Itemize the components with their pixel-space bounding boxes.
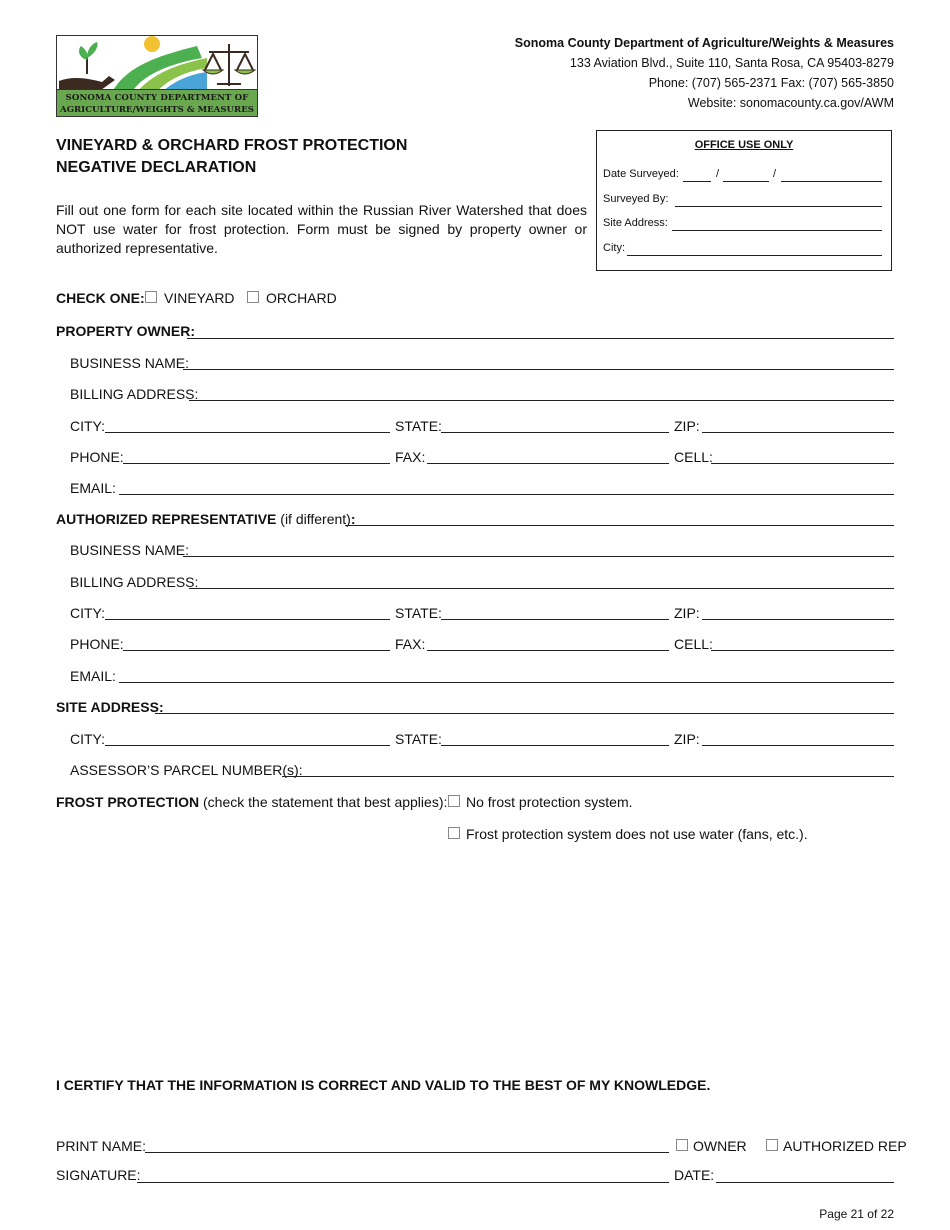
rep-city-label: CITY:: [70, 605, 106, 621]
rep-state-field[interactable]: [441, 619, 669, 620]
no-water-frost-system-checkbox[interactable]: [448, 827, 460, 839]
print-name-field[interactable]: [145, 1152, 669, 1153]
owner-email-field[interactable]: [119, 494, 894, 495]
form-title-line1: VINEYARD & ORCHARD FROST PROTECTION: [56, 137, 408, 154]
rep-zip-label: ZIP:: [674, 605, 700, 621]
property-owner-label: PROPERTY OWNER:: [56, 323, 195, 339]
owner-state-label: STATE:: [395, 418, 442, 434]
owner-billing-address-label: BILLING ADDRESS:: [70, 386, 199, 402]
signature-field[interactable]: [137, 1182, 669, 1183]
no-water-frost-system-label: Frost protection system does not use water (fans, etc.).: [466, 826, 808, 842]
site-city-label: CITY:: [70, 731, 106, 747]
rep-billing-address-field[interactable]: [189, 588, 894, 589]
rep-fax-label: FAX:: [395, 636, 426, 652]
header-address: 133 Aviation Blvd., Suite 110, Santa Rosa, CA 95403-8279: [569, 56, 894, 70]
orchard-label: ORCHARD: [266, 290, 337, 306]
site-zip-field[interactable]: [702, 745, 894, 746]
orchard-checkbox[interactable]: [247, 291, 259, 303]
date-slash: /: [716, 168, 720, 180]
owner-city-label: CITY:: [70, 418, 106, 434]
parcel-number-field[interactable]: [282, 776, 894, 777]
owner-fax-label: FAX:: [395, 449, 426, 465]
office-city-label: City:: [603, 242, 625, 254]
vineyard-label: VINEYARD: [164, 290, 235, 306]
owner-cell-field[interactable]: [711, 463, 894, 464]
owner-phone-field[interactable]: [123, 463, 390, 464]
authorized-rep-note: (if different): [276, 511, 351, 527]
logo-text-line2: AGRICULTURE/WEIGHTS & MEASURES: [60, 105, 254, 115]
authorized-rep-checkbox[interactable]: [766, 1139, 778, 1151]
rep-billing-address-label: BILLING ADDRESS:: [70, 574, 199, 590]
date-surveyed-label: Date Surveyed:: [603, 168, 679, 180]
owner-checkbox-label: OWNER: [693, 1138, 747, 1154]
site-address-field[interactable]: [155, 713, 894, 714]
owner-phone-label: PHONE:: [70, 449, 124, 465]
frost-protection-note: (check the statement that best applies):: [199, 794, 448, 810]
frost-protection-label: [56, 794, 447, 810]
owner-cell-label: CELL:: [674, 449, 713, 465]
rep-phone-field[interactable]: [123, 650, 390, 651]
date-field[interactable]: [716, 1182, 894, 1183]
header-website: Website: sonomacounty.ca.gov/AWM: [687, 96, 894, 110]
authorized-rep-colon: :: [350, 511, 356, 527]
authorized-rep-label-text: AUTHORIZED REPRESENTATIVE: [56, 511, 277, 527]
owner-checkbox[interactable]: [676, 1139, 688, 1151]
no-frost-system-label: No frost protection system.: [466, 794, 633, 810]
site-address-label: SITE ADDRESS:: [56, 699, 164, 715]
office-use-title: OFFICE USE ONLY: [694, 139, 794, 151]
form-title-line2: NEGATIVE DECLARATION: [56, 159, 257, 176]
owner-fax-field[interactable]: [427, 463, 669, 464]
office-city-field[interactable]: [627, 255, 882, 256]
authorized-rep-label: [56, 511, 356, 527]
rep-business-name-label: BUSINESS NAME:: [70, 542, 190, 558]
surveyed-by-label: Surveyed By:: [603, 193, 669, 205]
logo-text-line1: SONOMA COUNTY DEPARTMENT OF: [65, 93, 249, 103]
rep-email-field[interactable]: [119, 682, 894, 683]
date-label: DATE:: [674, 1167, 715, 1183]
site-state-label: STATE:: [395, 731, 442, 747]
site-zip-label: ZIP:: [674, 731, 700, 747]
date-surveyed-day-field[interactable]: [723, 181, 769, 182]
vineyard-checkbox[interactable]: [145, 291, 157, 303]
owner-city-field[interactable]: [105, 432, 390, 433]
parcel-number-label: ASSESSOR’S PARCEL NUMBER(s):: [70, 762, 303, 778]
rep-phone-label: PHONE:: [70, 636, 124, 652]
date-surveyed-year-field[interactable]: [781, 181, 882, 182]
no-frost-system-checkbox[interactable]: [448, 795, 460, 807]
rep-business-name-field[interactable]: [183, 556, 894, 557]
owner-billing-address-field[interactable]: [189, 400, 894, 401]
logo-graphic-icon: [57, 36, 258, 92]
office-use-box: [596, 130, 892, 271]
rep-city-field[interactable]: [105, 619, 390, 620]
department-logo: [56, 35, 258, 117]
owner-email-label: EMAIL:: [70, 480, 116, 496]
certification-statement: I CERTIFY THAT THE INFORMATION IS CORRECT AND VALID TO THE BEST OF MY KNOWLEDGE.: [56, 1077, 711, 1093]
date-slash: /: [773, 168, 777, 180]
print-name-label: PRINT NAME:: [56, 1138, 146, 1154]
rep-fax-field[interactable]: [427, 650, 669, 651]
rep-cell-label: CELL:: [674, 636, 713, 652]
office-site-address-field[interactable]: [672, 230, 882, 231]
site-city-field[interactable]: [105, 745, 390, 746]
header-org-name: Sonoma County Department of Agriculture/Weights & Measures: [514, 36, 894, 50]
owner-business-name-label: BUSINESS NAME:: [70, 355, 190, 371]
signature-label: SIGNATURE:: [56, 1167, 141, 1183]
rep-state-label: STATE:: [395, 605, 442, 621]
surveyed-by-field[interactable]: [675, 206, 882, 207]
owner-zip-field[interactable]: [702, 432, 894, 433]
rep-email-label: EMAIL:: [70, 668, 116, 684]
owner-zip-label: ZIP:: [674, 418, 700, 434]
property-owner-field[interactable]: [187, 338, 894, 339]
date-surveyed-month-field[interactable]: [683, 181, 711, 182]
rep-zip-field[interactable]: [702, 619, 894, 620]
check-one-label: CHECK ONE:: [56, 290, 145, 306]
rep-cell-field[interactable]: [711, 650, 894, 651]
authorized-rep-field[interactable]: [345, 525, 894, 526]
header-phone-fax: Phone: (707) 565-2371 Fax: (707) 565-3850: [648, 76, 894, 90]
owner-business-name-field[interactable]: [183, 369, 894, 370]
authorized-rep-checkbox-label: AUTHORIZED REP: [783, 1138, 907, 1154]
page-number: Page 21 of 22: [819, 1207, 894, 1221]
form-instructions: Fill out one form for each site located within the Russian River Watershed that does NOT use water for frost protection. Form must be signed by property owner or authorized representative.: [56, 202, 587, 256]
frost-protection-label-text: FROST PROTECTION: [56, 794, 200, 810]
site-state-field[interactable]: [441, 745, 669, 746]
owner-state-field[interactable]: [441, 432, 669, 433]
office-site-address-label: Site Address:: [603, 217, 668, 229]
